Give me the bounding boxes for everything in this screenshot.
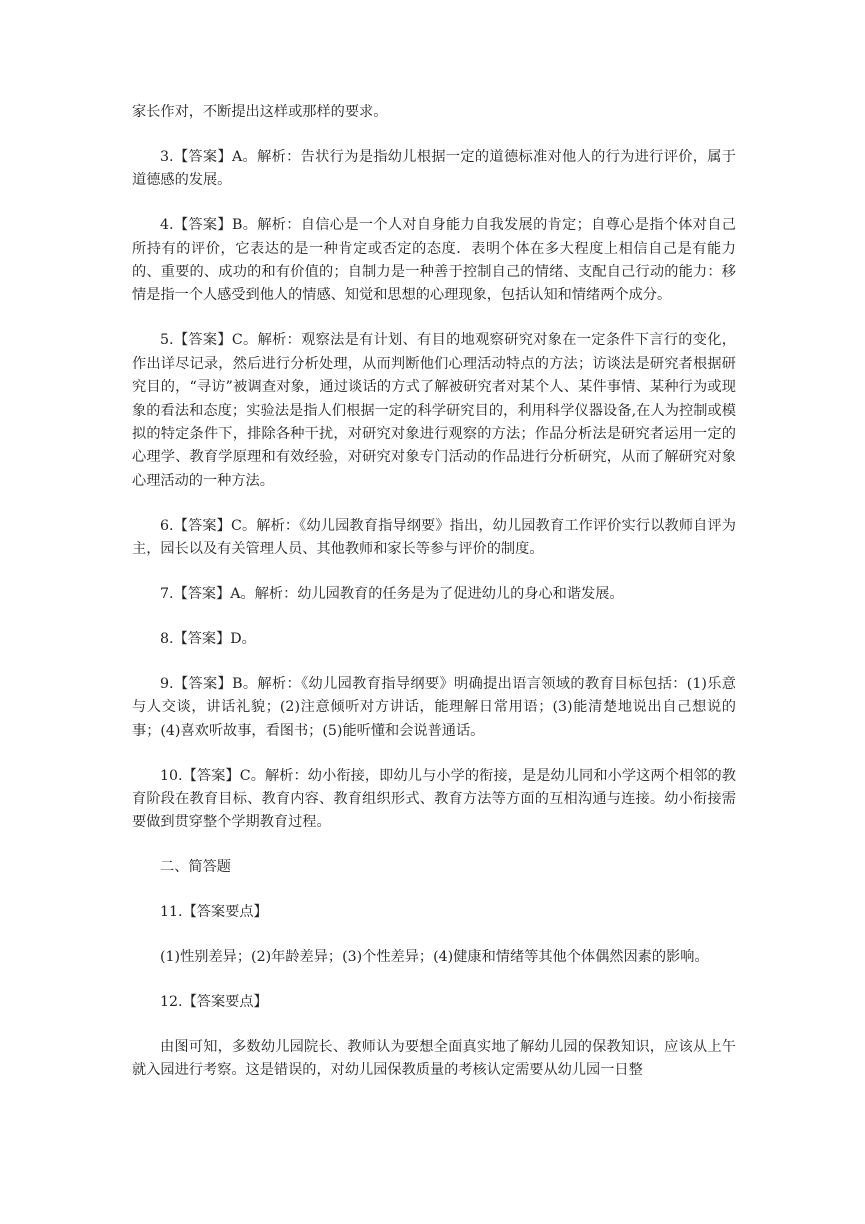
answer-9-paragraph: 9.【答案】B。解析：《幼儿园教育指导纲要》明确提出语言领域的教育目标包括：(1)乐意与人交谈，讲话礼貌；(2)注意倾听对方讲话，能理解日常用语；(3)能清楚地说出自己想说的事；(4)喜欢听故事，看图书；(5)能听懂和会说普通话。 <box>132 675 736 739</box>
answer-6-paragraph: 6.【答案】C。解析：《幼儿园教育指导纲要》指出，幼儿园教育工作评价实行以教师自评为主，园长以及有关管理人员、其他教师和家长等参与评价的制度。 <box>132 517 736 558</box>
answer-4-paragraph: 4.【答案】B。解析：自信心是一个人对自身能力自我发展的肯定；自尊心是指个体对自己所持有的评价，它表达的是一种肯定或否定的态度．表明个体在多大程度上相信自己是有能力的、重要的、成功的和有价值的；自制力是一种善于控制自己的情绪、支配自己行动的能力：移情是指一个人感受到他人的情感、知觉和思想的心理现象，包括认知和情绪两个成分。 <box>132 217 736 304</box>
answer-10-paragraph: 10.【答案】C。解析：幼小衔接，即幼儿与小学的衔接，是是幼儿同和小学这两个相邻的教育阶段在教育目标、教育内容、教育组织形式、教育方法等方面的互相沟通与连接。幼小衔接需要做到贯穿整个学期教育过程。 <box>132 767 736 831</box>
continuation-paragraph: 家长作对，不断提出这样或那样的要求。 <box>132 104 388 120</box>
answer-11-heading: 11.【答案要点】 <box>160 904 268 921</box>
answer-8-paragraph: 8.【答案】D。 <box>160 630 256 647</box>
answer-11-points: (1)性别差异；(2)年龄差异；(3)个性差异；(4)健康和情绪等其他个体偶然因素的影响。 <box>160 949 709 966</box>
section-heading: 二、简答题 <box>160 859 231 876</box>
answer-5-paragraph: 5.【答案】C。解析：观察法是有计划、有目的地观察研究对象在一定条件下言行的变化，作出详尽记录，然后进行分析处理，从而判断他们心理活动特点的方法；访谈法是研究者根据研究目的，“寻访”被调查对象，通过谈话的方式了解被研究者对某个人、某件事情、某种行为或现象的看法和态度；实验法是指人们根据一定的科学研究目的，利用科学仪器设备,在人为控制或模拟的特定条件下，排除各种干扰，对研究对象进行观察的方法；作品分析法是研究者运用一定的心理学、教育学原理和有效经验，对研究对象专门活动的作品进行分析研究，从而了解研究对象心理活动的一种方法。 <box>132 332 736 489</box>
answer-3-paragraph: 3.【答案】A。解析：告状行为是指幼儿根据一定的道德标准对他人的行为进行评价，属于道德感的发展。 <box>132 148 736 189</box>
answer-12-body: 由图可知，多数幼儿园院长、教师认为要想全面真实地了解幼儿园的保教知识，应该从上午就入园进行考察。这是错误的，对幼儿园保教质量的考核认定需要从幼儿园一日整 <box>132 1038 736 1079</box>
answer-7-paragraph: 7.【答案】A。解析：幼儿园教育的任务是为了促进幼儿的身心和谐发展。 <box>160 586 624 602</box>
document-body <box>132 101 736 1104</box>
answer-12-heading: 12.【答案要点】 <box>160 993 268 1010</box>
